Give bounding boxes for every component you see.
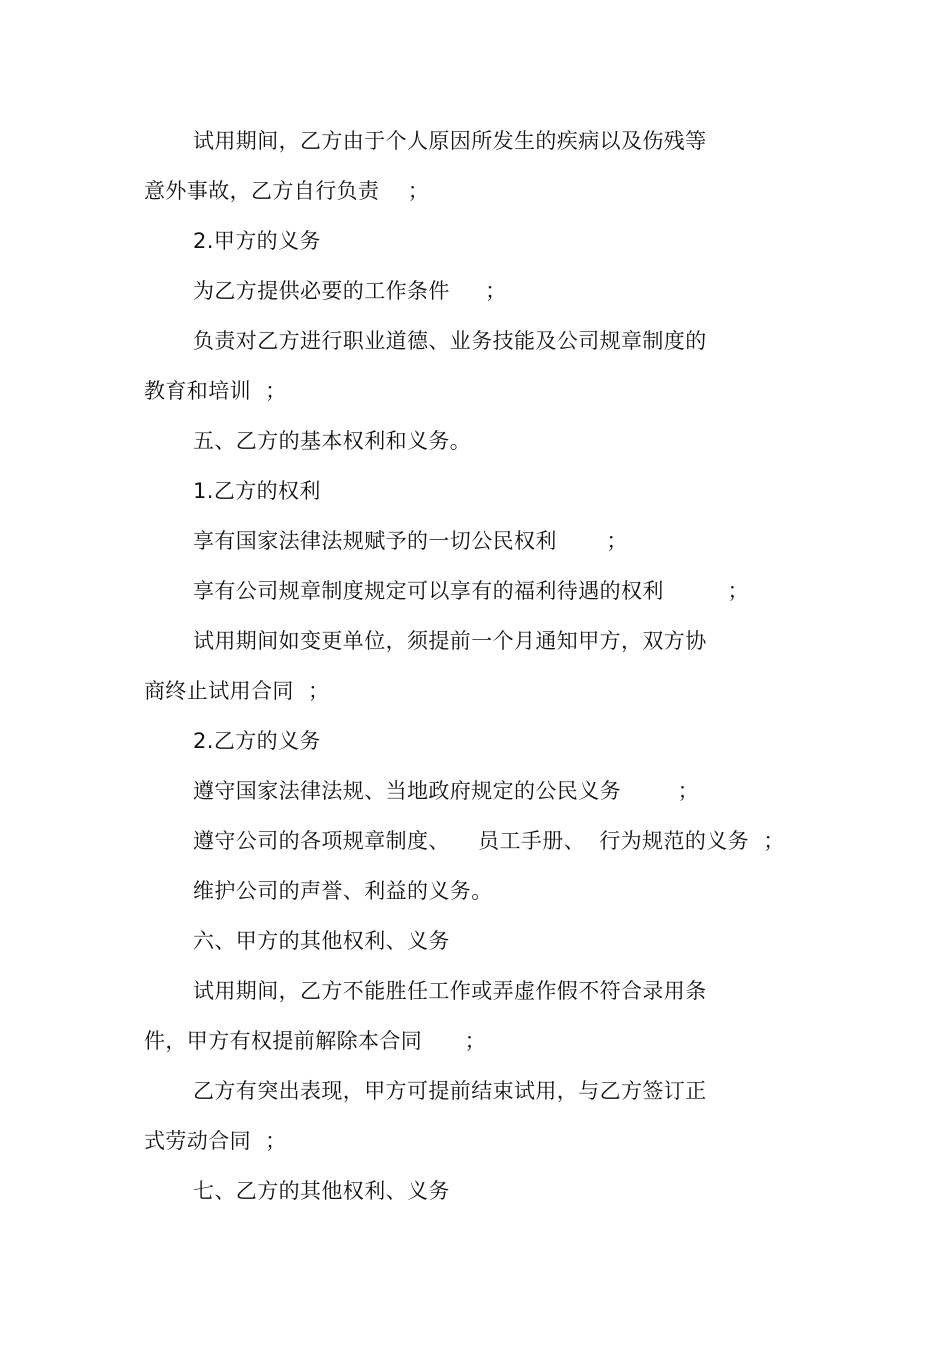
paragraph-line: 负责对乙方进行职业道德、业务技能及公司规章制度的 (193, 329, 707, 353)
paragraph-line: 遵守公司的各项规章制度、 员工手册、 行为规范的义务 ； (193, 829, 785, 853)
section-heading: 六、甲方的其他权利、义务 (193, 929, 450, 953)
paragraph-line: 件，甲方有权提前解除本合同 ； (144, 1029, 487, 1053)
paragraph-line: 遵守国家法律法规、当地政府规定的公民义务 ； (193, 779, 700, 803)
section-heading: 七、乙方的其他权利、义务 (193, 1179, 450, 1203)
section-subheading: 1.乙方的权利 (193, 479, 321, 503)
paragraph-line: 教育和培训 ； (144, 379, 287, 403)
paragraph-line: 享有公司规章制度规定可以享有的福利待遇的权利 ； (193, 579, 749, 603)
paragraph-line: 商终止试用合同 ； (144, 679, 330, 703)
paragraph-line: 试用期间，乙方由于个人原因所发生的疾病以及伤残等 (193, 129, 707, 153)
paragraph-line: 维护公司的声誉、利益的义务。 (193, 879, 493, 903)
paragraph-line: 试用期间如变更单位，须提前一个月通知甲方，双方协 (193, 629, 707, 653)
section-subheading: 2.甲方的义务 (193, 229, 321, 253)
paragraph-line: 意外事故，乙方自行负责 ； (144, 179, 430, 203)
section-subheading: 2.乙方的义务 (193, 729, 321, 753)
paragraph-line: 乙方有突出表现，甲方可提前结束试用，与乙方签订正 (193, 1079, 707, 1103)
section-heading: 五、乙方的基本权利和义务。 (193, 429, 472, 453)
paragraph-line: 为乙方提供必要的工作条件 ； (193, 279, 507, 303)
paragraph-line: 试用期间，乙方不能胜任工作或弄虚作假不符合录用条 (193, 979, 707, 1003)
paragraph-line: 式劳动合同 ； (144, 1129, 287, 1153)
paragraph-line: 享有国家法律法规赋予的一切公民权利 ； (193, 529, 628, 553)
